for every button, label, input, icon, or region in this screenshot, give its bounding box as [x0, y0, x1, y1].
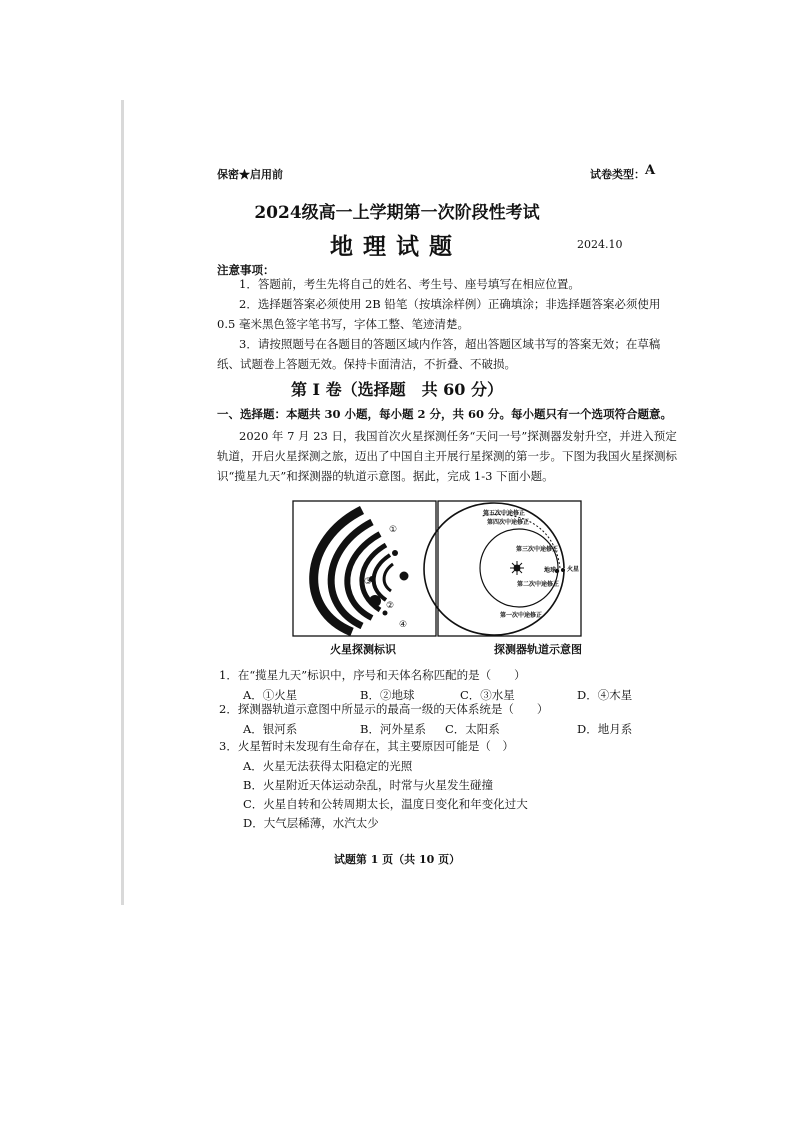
notice-item: 1．答题前，考生先将自己的姓名、考生号、座号填写在相应位置。: [239, 277, 580, 291]
question-option: D．地月系: [577, 722, 633, 736]
question-option: D．④木星: [577, 688, 633, 702]
question-option: C．太阳系: [445, 722, 500, 736]
orbit-label: 第三次中途修正: [516, 546, 559, 553]
orbit-label: 第二次中途修正: [517, 581, 560, 588]
reading-passage: 2020 年 7 月 23 日，我国首次火星探测任务“天问一号”探测器发射升空，并进入预定轨道，开启火星探测之旅，迈出了中国自主开展行星探测的第一步。下图为我国火星探测标识“揽星九天”和探测器的轨道示意图。据此，完成 1-3 下面小题。: [217, 429, 677, 483]
figure-caption-right: 探测器轨道示意图: [494, 643, 582, 656]
logo-marker: ①: [389, 525, 398, 535]
figure-caption-left: 火星探测标识: [330, 643, 396, 656]
logo-marker: ③: [364, 577, 373, 587]
orbit-label: 地球: [544, 567, 557, 574]
question-stem: 2．探测器轨道示意图中所显示的最高一级的天体系统是（ ）: [219, 702, 549, 716]
question-option: A．①火星: [243, 688, 298, 702]
logo-sun: [400, 572, 408, 580]
sun-symbol: [510, 561, 524, 575]
orbit-label: 火星: [567, 566, 580, 573]
exam-type-label: 试卷类型：: [590, 168, 645, 181]
question-option: C．火星自转和公转周期太长，温度日变化和年变化过大: [243, 797, 528, 811]
notice-item: 2．选择题答案必须使用 2B 铅笔（按填涂样例）正确填涂；非选择题答案必须使用 0.5 毫米黑色签字笔书写，字体工整、笔迹清楚。: [217, 297, 661, 331]
question-option: B．河外星系: [360, 722, 426, 736]
notice-item: 3．请按照题号在各题目的答题区域内作答，超出答题区域书写的答案无效；在草稿纸、试题卷上答题无效。保持卡面清洁，不折叠、不破损。: [217, 337, 661, 371]
question-stem: 3．火星暂时未发现有生命存在，其主要原因可能是（ ）: [219, 739, 514, 753]
exam-title: 2024级高一上学期第一次阶段性考试: [254, 203, 540, 223]
orbit-label: 第一次中途修正: [500, 612, 543, 619]
confidential-label: 保密★启用前: [217, 168, 283, 181]
exam-date: 2024.10: [577, 238, 623, 251]
logo-marker: ④: [399, 620, 408, 630]
logo-planet: [369, 595, 381, 607]
figure: [292, 500, 582, 642]
question-stem: 1．在“揽星九天”标识中，序号和天体名称匹配的是（ ）: [219, 668, 526, 682]
question-option: A．火星无法获得太阳稳定的光照: [243, 759, 413, 773]
question-option: A．银河系: [243, 722, 298, 736]
question-option: B．②地球: [360, 688, 415, 702]
logo-marker: ②: [386, 601, 395, 611]
notice-heading: 注意事项：: [217, 263, 275, 277]
orbit-label: 第五次中途修正: [483, 510, 526, 517]
section-title: 第 I 卷（选择题 共 60 分）: [290, 380, 504, 399]
question-option: B．火星附近天体运动杂乱，时常与火星发生碰撞: [243, 778, 493, 792]
logo-planet: [383, 611, 388, 616]
page-footer: 试题第 1 页（共 10 页）: [333, 853, 461, 866]
subject-title: 地理试题: [330, 234, 462, 260]
question-option: C．③水星: [460, 688, 515, 702]
mars-dot: [561, 568, 565, 572]
question-option: D．大气层稀薄，水汽太少: [243, 816, 379, 830]
exam-type-value: A: [645, 163, 656, 178]
figure-svg: [292, 500, 582, 638]
logo-planet: [392, 550, 398, 556]
exam-type: [590, 163, 656, 182]
section-intro: 一、选择题：本题共 30 小题，每小题 2 分，共 60 分。每小题只有一个选项符合题意。: [217, 407, 673, 421]
orbit-label: 第四次中途修正: [487, 519, 530, 526]
